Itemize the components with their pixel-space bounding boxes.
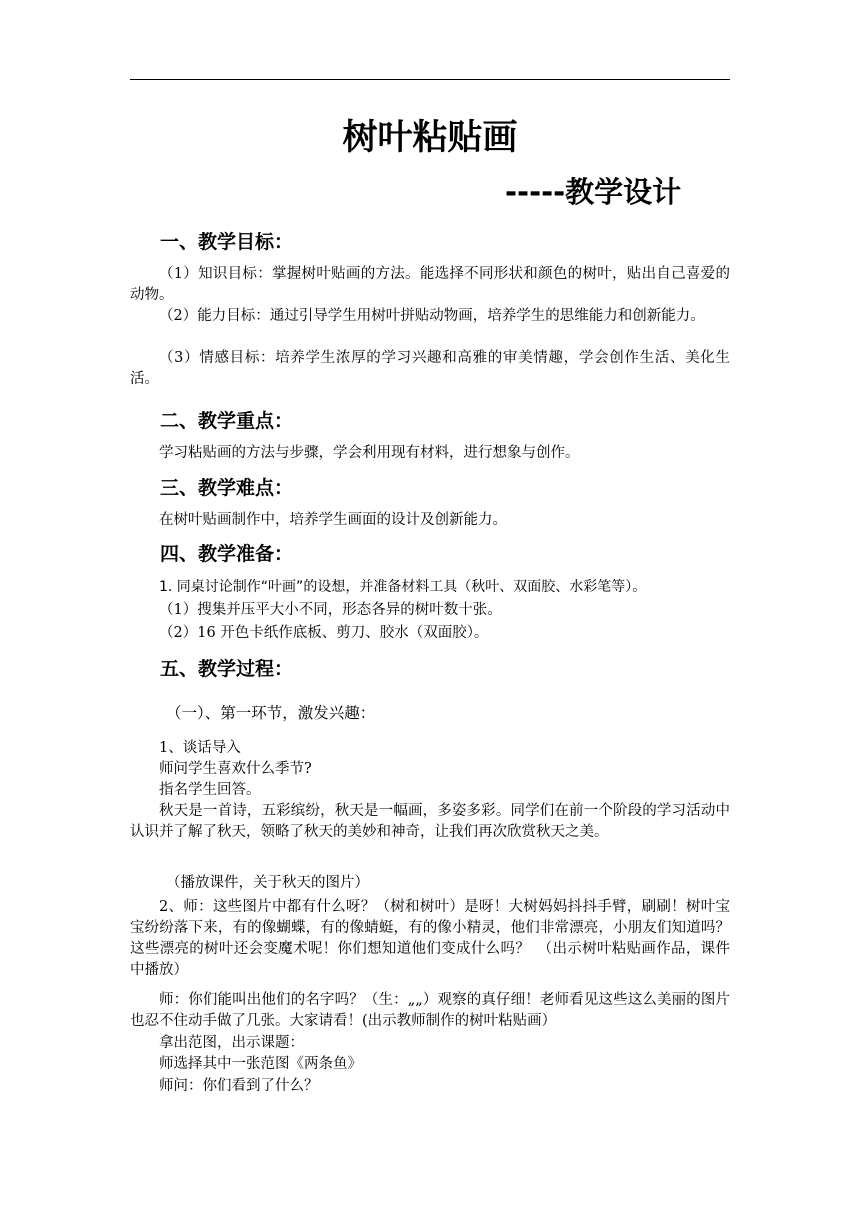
section-heading-difficulties: 三、教学难点： <box>160 477 294 499</box>
process-paragraph: 拿出范图，出示课题： <box>159 1035 304 1051</box>
process-paragraph: 师选择其中一张范图《两条鱼》 <box>159 1056 362 1072</box>
preparation-item: （1）搜集并压平大小不同，形态各异的树叶数十张。 <box>159 602 502 618</box>
process-paragraph: 指名学生回答。 <box>159 782 261 798</box>
objective-ability: （2）能力目标：通过引导学生用树叶拼贴动物画，培养学生的思维能力和创新能力。 <box>159 308 705 324</box>
section-heading-preparation: 四、教学准备： <box>160 543 294 565</box>
objective-emotion: （3）情感目标：培养学生浓厚的学习兴趣和高雅的审美情趣，学会创作生活、美化生活。 <box>130 350 730 387</box>
process-paragraph: 师：你们能叫出他们的名字吗？（生：„„）观察的真仔细！老师看见这些这么美丽的图片也忍不住动手做了几张。大家请看！(出示教师制作的树叶粘贴画） <box>130 992 730 1029</box>
section-heading-process: 五、教学过程： <box>160 658 294 680</box>
section-heading-objectives: 一、教学目标： <box>160 231 294 253</box>
preparation-item: （2）16 开色卡纸作底板、剪刀、胶水（双面胶）。 <box>159 625 489 641</box>
document-subtitle: -----教学设计 <box>505 175 682 209</box>
key-points-text: 学习粘贴画的方法与步骤，学会利用现有材料，进行想象与创作。 <box>159 445 580 461</box>
process-paragraph: 师问：你们看到了什么？ <box>159 1078 319 1094</box>
objective-knowledge: （1）知识目标：掌握树叶贴画的方法。能选择不同形状和颜色的树叶，贴出自己喜爱的动物。 <box>130 266 730 303</box>
preparation-item: 1. 同桌讨论制作“叶画”的设想，并准备材料工具（秋叶、双面胶、水彩笔等）。 <box>159 579 647 595</box>
process-paragraph: （播放课件，关于秋天的图片） <box>166 875 369 891</box>
process-subheading: （一）、第一环节，激发兴趣： <box>166 704 376 722</box>
process-paragraph: 秋天是一首诗，五彩缤纷，秋天是一幅画，多姿多彩。同学们在前一个阶段的学习活动中认识并了解了秋天，领略了秋天的美妙和神奇，让我们再次欣赏秋天之美。 <box>130 803 730 840</box>
header-rule <box>130 79 730 80</box>
process-paragraph: 2、师：这些图片中都有什么呀？（树和树叶）是呀！大树妈妈抖抖手臂，刷刷！树叶宝宝纷纷落下来，有的像蝴蝶，有的像蜻蜓，有的像小精灵，他们非常漂亮，小朋友们知道吗？这些漂亮的树叶还会变魔术呢！你们想知道他们变成什么吗？ （出示树叶粘贴画作品，课件中播放） <box>130 899 730 978</box>
process-paragraph: 师问学生喜欢什么季节? <box>159 761 312 777</box>
process-paragraph: 1、谈话导入 <box>159 740 241 756</box>
section-heading-key-points: 二、教学重点： <box>160 410 294 432</box>
difficulties-text: 在树叶贴画制作中，培养学生画面的设计及创新能力。 <box>159 512 507 528</box>
document-title: 树叶粘贴画 <box>342 118 518 158</box>
